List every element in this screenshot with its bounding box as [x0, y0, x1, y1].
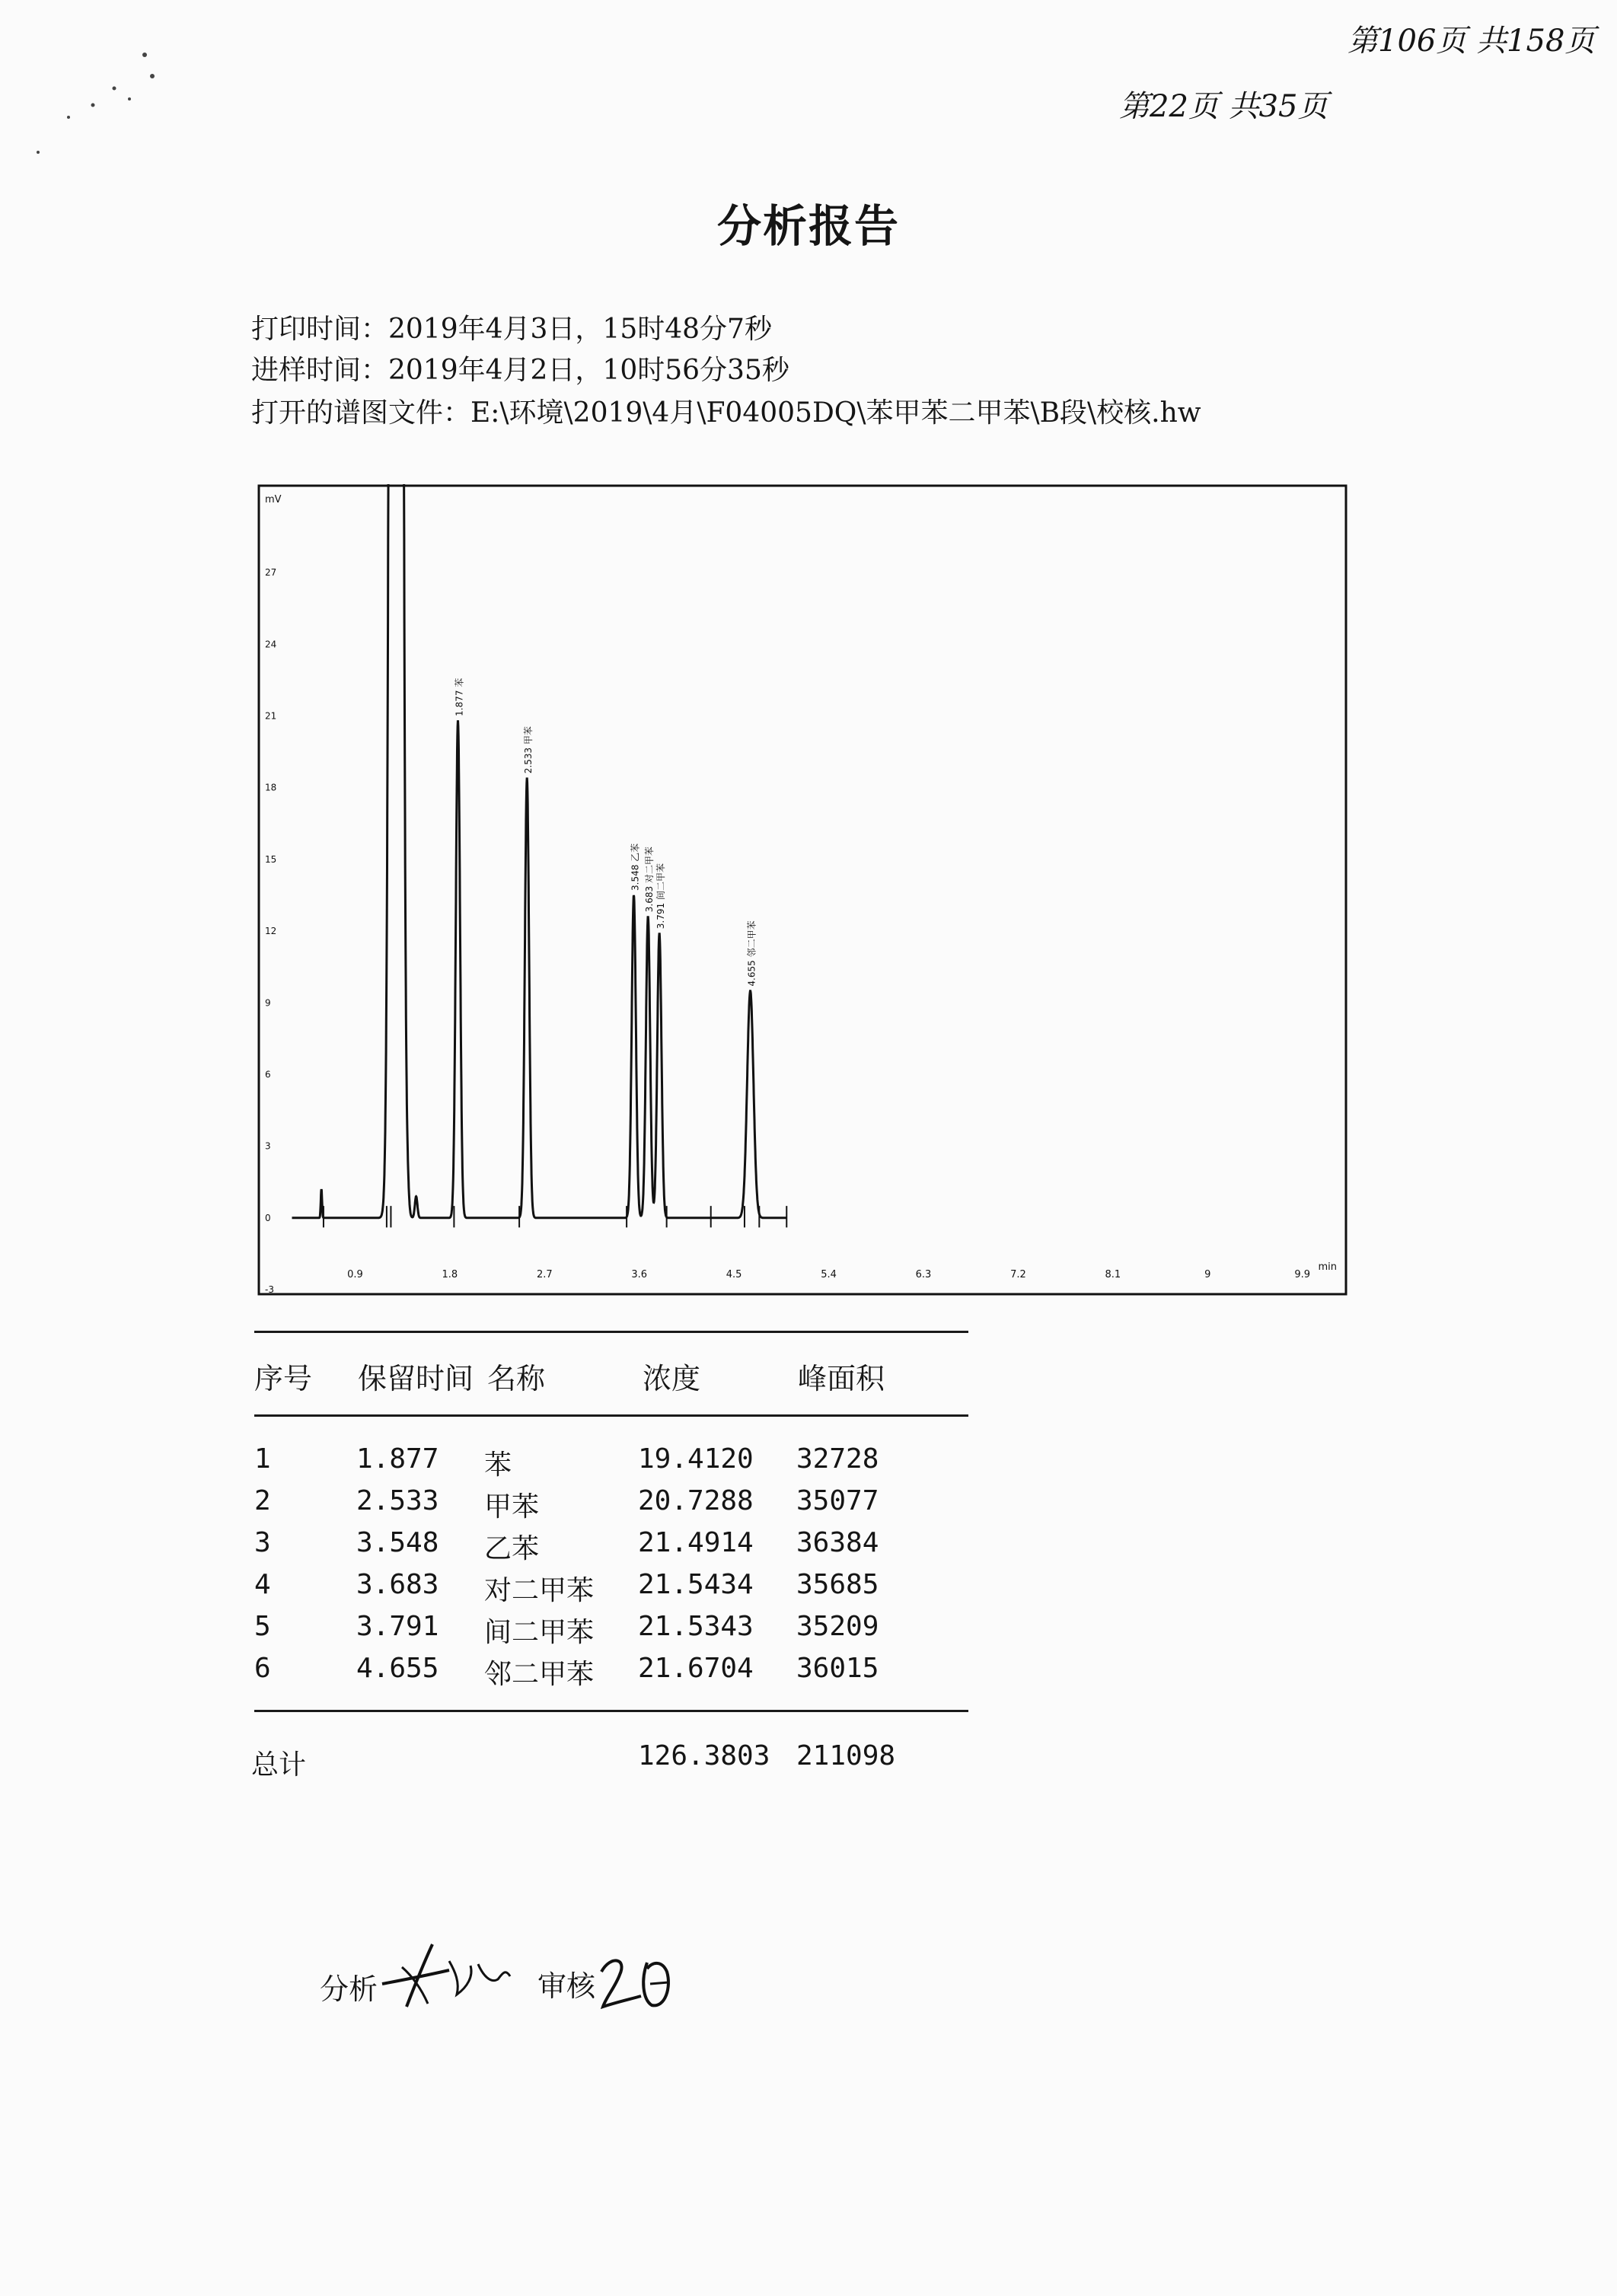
col-header-concentration: 浓度	[643, 1362, 701, 1395]
cell-concentration: 19.4120	[638, 1443, 754, 1475]
cell-peak-area: 35209	[796, 1611, 879, 1642]
y-axis-unit: mV	[265, 494, 282, 505]
cell-peak-area: 32728	[796, 1443, 879, 1475]
cell-index: 5	[254, 1611, 271, 1642]
chromatogram-chart	[257, 484, 1348, 1296]
print-time: 打印时间：2019年4月3日，15时48分7秒	[251, 314, 772, 345]
reviewer-signature	[597, 1949, 681, 2017]
peak-label: 3.683 对二甲苯	[644, 847, 655, 913]
reviewer-label: 审核	[537, 1969, 596, 2003]
peak-label: 4.655 邻二甲苯	[746, 920, 757, 987]
chromatogram-file-path: 打开的谱图文件：E:\环境\2019\4月\F04005DQ\苯甲苯二甲苯\B段\校核.hw	[251, 397, 1201, 429]
cell-index: 3	[254, 1527, 271, 1558]
x-axis-unit: min	[1318, 1261, 1337, 1273]
cell-concentration: 21.5343	[638, 1611, 754, 1642]
scan-speckles	[23, 46, 175, 167]
cell-concentration: 21.4914	[638, 1527, 754, 1558]
x-tick-label: 4.5	[726, 1269, 742, 1280]
cell-retention-time: 2.533	[356, 1485, 439, 1516]
cell-retention-time: 4.655	[356, 1653, 439, 1684]
y-tick-label: 18	[265, 782, 277, 793]
cell-concentration: 20.7288	[638, 1485, 754, 1516]
chromatogram-trace	[292, 484, 787, 1218]
col-header-peak-area: 峰面积	[798, 1362, 885, 1395]
plot-frame	[259, 486, 1346, 1294]
page-number-section: 第22页 共35页	[1119, 89, 1328, 124]
table-bottom-rule	[254, 1710, 968, 1712]
y-tick-label: 21	[265, 710, 277, 722]
cell-name: 甲苯	[484, 1491, 540, 1523]
x-tick-label: 7.2	[1010, 1269, 1026, 1280]
x-tick-label: 6.3	[915, 1269, 932, 1280]
peak-label: 1.877 苯	[454, 678, 465, 716]
total-concentration: 126.3803	[638, 1740, 770, 1771]
x-tick-label: 5.4	[821, 1269, 837, 1280]
x-tick-label: 3.6	[631, 1269, 648, 1280]
col-header-index: 序号	[254, 1362, 313, 1395]
total-label: 总计	[251, 1749, 307, 1781]
x-tick-label: 1.8	[442, 1269, 458, 1280]
cell-concentration: 21.6704	[638, 1653, 754, 1684]
y-tick-label: 12	[265, 926, 277, 937]
cell-retention-time: 3.548	[356, 1527, 439, 1558]
peak-label: 3.791 间二甲苯	[655, 863, 667, 930]
peak-label: 2.533 甲苯	[523, 725, 534, 774]
x-tick-label: 9	[1204, 1269, 1211, 1280]
table-top-rule	[254, 1331, 968, 1333]
cell-index: 6	[254, 1653, 271, 1684]
injection-time: 进样时间：2019年4月2日，10时56分35秒	[251, 355, 789, 386]
y-tick-label: 6	[265, 1069, 271, 1080]
cell-index: 2	[254, 1485, 271, 1516]
cell-retention-time: 3.791	[356, 1611, 439, 1642]
analyst-signature	[376, 1934, 521, 2017]
cell-retention-time: 1.877	[356, 1443, 439, 1475]
page-number-total: 第106页 共158页	[1348, 24, 1596, 59]
cell-retention-time: 3.683	[356, 1569, 439, 1600]
x-tick-label: 8.1	[1105, 1269, 1121, 1280]
cell-peak-area: 36015	[796, 1653, 879, 1684]
x-tick-label: 2.7	[536, 1269, 553, 1280]
y-tick-label: 3	[265, 1140, 271, 1152]
cell-name: 邻二甲苯	[484, 1659, 595, 1690]
y-tick-label: 15	[265, 853, 277, 865]
cell-peak-area: 35077	[796, 1485, 879, 1516]
y-tick-label: 9	[265, 997, 271, 1009]
report-title: 分析报告	[716, 200, 900, 252]
y-tick-label: 24	[265, 639, 277, 650]
col-header-retention-time: 保留时间	[358, 1362, 474, 1395]
cell-peak-area: 35685	[796, 1569, 879, 1600]
cell-concentration: 21.5434	[638, 1569, 754, 1600]
cell-index: 1	[254, 1443, 271, 1475]
y-tick-label: -3	[265, 1284, 274, 1295]
cell-name: 间二甲苯	[484, 1617, 595, 1648]
table-header-rule	[254, 1414, 968, 1417]
x-tick-label: 0.9	[347, 1269, 363, 1280]
col-header-name: 名称	[487, 1362, 546, 1395]
y-tick-label: 27	[265, 567, 277, 579]
total-peak-area: 211098	[796, 1740, 896, 1771]
peak-label: 3.548 乙苯	[630, 843, 641, 891]
cell-name: 苯	[484, 1449, 512, 1481]
cell-index: 4	[254, 1569, 271, 1600]
x-tick-label: 9.9	[1294, 1269, 1311, 1280]
cell-peak-area: 36384	[796, 1527, 879, 1558]
y-tick-label: 0	[265, 1212, 271, 1223]
cell-name: 乙苯	[484, 1533, 540, 1564]
cell-name: 对二甲苯	[484, 1575, 595, 1606]
analyst-label: 分析	[320, 1972, 378, 2006]
